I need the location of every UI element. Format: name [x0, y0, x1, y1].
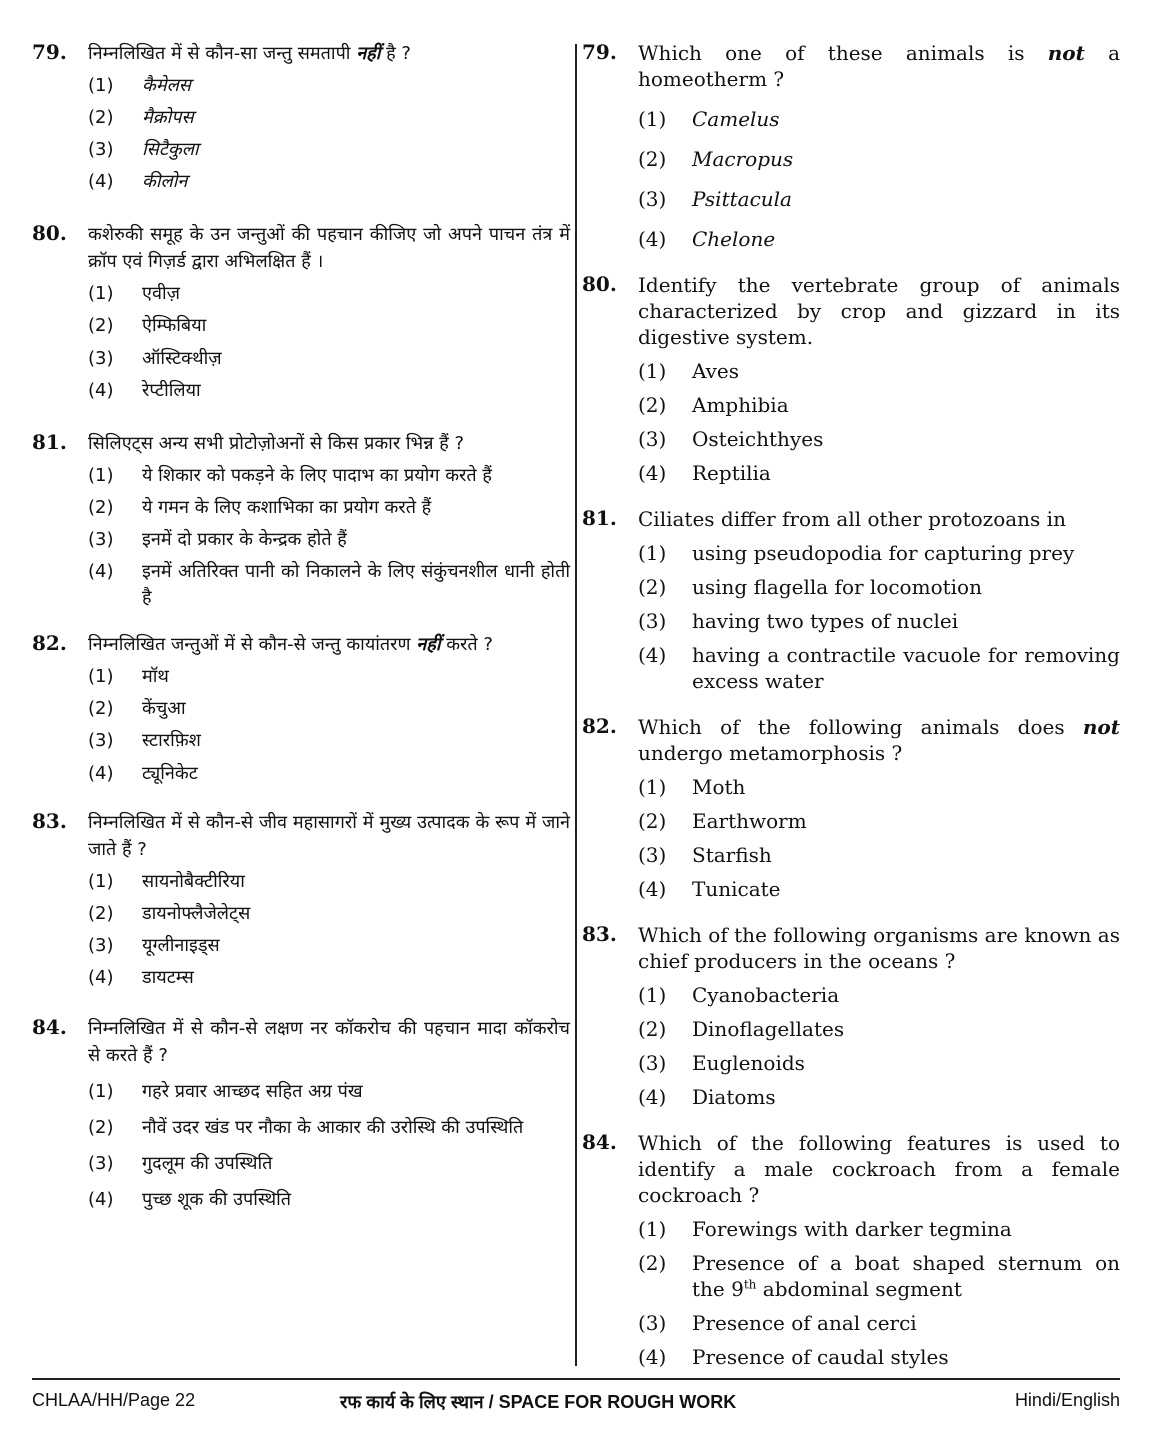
- question-text: Identify the vertebrate group of animals characterized by crop and gizzard in its digestive system.: [638, 273, 1120, 349]
- option: (4) Diatoms: [638, 1085, 776, 1109]
- option: (4) इनमें अतिरिक्त पानी को निकालने के लिए संकुंचनशील धानी होती है: [88, 561, 570, 609]
- question-number: 81.: [582, 506, 617, 530]
- question-text: Which of the following organisms are known as chief producers in the oceans ?: [638, 923, 1120, 973]
- language-label: Hindi/English: [1014, 1390, 1120, 1410]
- option: (1) सायनोबैक्टीरिया: [88, 870, 245, 892]
- option: (3) यूग्लीनाइड्स: [88, 934, 220, 956]
- option: (1) कैमेलस: [88, 75, 191, 96]
- question-text: निम्नलिखित में से कौन-से लक्षण नर कॉकरोच की पहचान मादा कॉकरोच से करते हैं ?: [88, 1017, 570, 1066]
- question-number: 80.: [582, 272, 617, 296]
- option: (3) ऑस्टिक्थीज़: [88, 347, 222, 369]
- question-83-english: [582, 922, 1120, 1110]
- option: (2) केंचुआ: [88, 698, 186, 720]
- option: (1) गहरे प्रवार आच्छद सहित अग्र पंख: [88, 1080, 363, 1102]
- option: (2) Amphibia: [638, 393, 789, 417]
- question-text: Ciliates differ from all other protozoans in: [638, 507, 1066, 531]
- option: (1) using pseudopodia for capturing prey: [638, 541, 1075, 565]
- option: (2) डायनोफ्लैजेलेट्स: [88, 902, 251, 924]
- option: (2) Earthworm: [638, 809, 807, 833]
- question-80-hindi: [32, 221, 570, 403]
- option: (1) Aves: [638, 359, 740, 383]
- column-divider: [575, 44, 577, 1366]
- option: (3) स्टारफ़िश: [88, 730, 201, 752]
- question-number: 84.: [32, 1014, 67, 1039]
- question-number: 79.: [32, 40, 67, 64]
- question-79-english: [582, 40, 1120, 252]
- option: (2) using flagella for locomotion: [638, 575, 982, 599]
- page-code: CHLAA/HH/Page 22: [32, 1390, 196, 1410]
- option: (4) Tunicate: [638, 877, 781, 901]
- question-84-hindi: [32, 1015, 570, 1213]
- option: (2) Dinoflagellates: [638, 1017, 845, 1041]
- option: (4) रेप्टीलिया: [88, 379, 201, 401]
- question-number: 82.: [32, 631, 67, 656]
- question-81-hindi: [32, 430, 570, 611]
- question-number: 79.: [582, 40, 617, 64]
- option: (1) मॉथ: [88, 666, 169, 688]
- option: (3) इनमें दो प्रकार के केन्द्रक होते हैं: [88, 528, 347, 550]
- option: (1) Moth: [638, 775, 746, 799]
- emphasis-not: नहीं: [416, 634, 441, 656]
- question-79-hindi: [32, 40, 570, 195]
- english-column: [582, 40, 1120, 1392]
- question-83-hindi: [32, 809, 570, 991]
- option: (4) कीलोन: [88, 171, 188, 193]
- question-81-english: [582, 506, 1120, 694]
- question-text: निम्नलिखित जन्तुओं में से कौन-से जन्तु कायांतरण नहीं करते ?: [88, 634, 493, 656]
- option: (1) Cyanobacteria: [638, 983, 840, 1007]
- option: (3) Osteichthyes: [638, 427, 824, 451]
- emphasis-not: नहीं: [356, 43, 381, 64]
- option: (2) Presence of a boat shaped sternum on the 9th abdominal segment: [638, 1251, 1120, 1301]
- option: (1) Camelus: [638, 107, 780, 131]
- option: (2) ये गमन के लिए कशाभिका का प्रयोग करते हैं: [88, 496, 432, 518]
- option: (3) Starfish: [638, 843, 772, 867]
- option: (4) Presence of caudal styles: [638, 1345, 949, 1369]
- option: (2) नौवें उदर खंड पर नौका के आकार की उरोस्थि की उपस्थिति: [88, 1117, 524, 1139]
- question-number: 83.: [582, 922, 617, 946]
- page-footer: [32, 1378, 1120, 1426]
- question-number: 80.: [32, 221, 67, 246]
- option: (4) डायटम्स: [88, 966, 194, 988]
- option: (2) Macropus: [638, 147, 794, 171]
- question-text: Which of the following features is used to identify a male cockroach from a female cockroach ?: [638, 1131, 1120, 1207]
- rough-work-label: रफ कार्य के लिए स्थान / SPACE FOR ROUGH WORK: [340, 1392, 737, 1412]
- option: (1) एवीज़: [88, 283, 180, 305]
- emphasis-not: not: [1047, 41, 1085, 65]
- option: (2) मैक्रोपस: [88, 107, 194, 129]
- option: (4) having a contractile vacuole for removing excess water: [638, 643, 1120, 693]
- emphasis-not: not: [1082, 715, 1120, 739]
- question-text: Which one of these animals is not a homeotherm ?: [638, 41, 1121, 91]
- option: (3) सिटैकुला: [88, 139, 199, 161]
- question-82-hindi: [32, 631, 570, 786]
- question-number: 82.: [582, 714, 617, 738]
- question-number: 84.: [582, 1130, 617, 1154]
- option: (4) Reptilia: [638, 461, 771, 485]
- question-text: निम्नलिखित में से कौन-से जीव महासागरों में मुख्य उत्पादक के रूप में जाने जाते हैं ?: [88, 811, 570, 860]
- option: (3) गुदलूम की उपस्थिति: [88, 1153, 273, 1175]
- question-82-english: [582, 714, 1120, 902]
- option: (1) ये शिकार को पकड़ने के लिए पादाभ का प्रयोग करते हैं: [88, 464, 492, 486]
- question-number: 83.: [32, 808, 67, 833]
- question-text: Which of the following animals does not undergo metamorphosis ?: [638, 715, 1120, 765]
- option: (2) ऐम्फिबिया: [88, 315, 207, 337]
- question-84-english: [582, 1130, 1120, 1370]
- option: (3) Psittacula: [638, 187, 792, 211]
- option: (4) Chelone: [638, 227, 776, 251]
- option: (4) पुच्छ शूक की उपस्थिति: [88, 1189, 291, 1211]
- option: (3) Presence of anal cerci: [638, 1311, 917, 1335]
- question-text: सिलिएट्स अन्य सभी प्रोटोज़ोअनों से किस प्रकार भिन्न हैं ?: [88, 432, 465, 454]
- option: (3) having two types of nuclei: [638, 609, 959, 633]
- question-80-english: [582, 272, 1120, 486]
- option: (4) ट्यूनिकेट: [88, 762, 198, 784]
- hindi-column: [32, 40, 570, 1235]
- option: (1) Forewings with darker tegmina: [638, 1217, 1012, 1241]
- question-number: 81.: [32, 429, 67, 454]
- option: (3) Euglenoids: [638, 1051, 805, 1075]
- question-text: निम्नलिखित में से कौन-सा जन्तु समतापी नहीं है ?: [88, 43, 411, 64]
- question-text: कशेरुकी समूह के उन जन्तुओं की पहचान कीजिए जो अपने पाचन तंत्र में क्रॉप एवं गिज़र्ड द्वारा अभिलक्षित हैं ।: [88, 224, 570, 273]
